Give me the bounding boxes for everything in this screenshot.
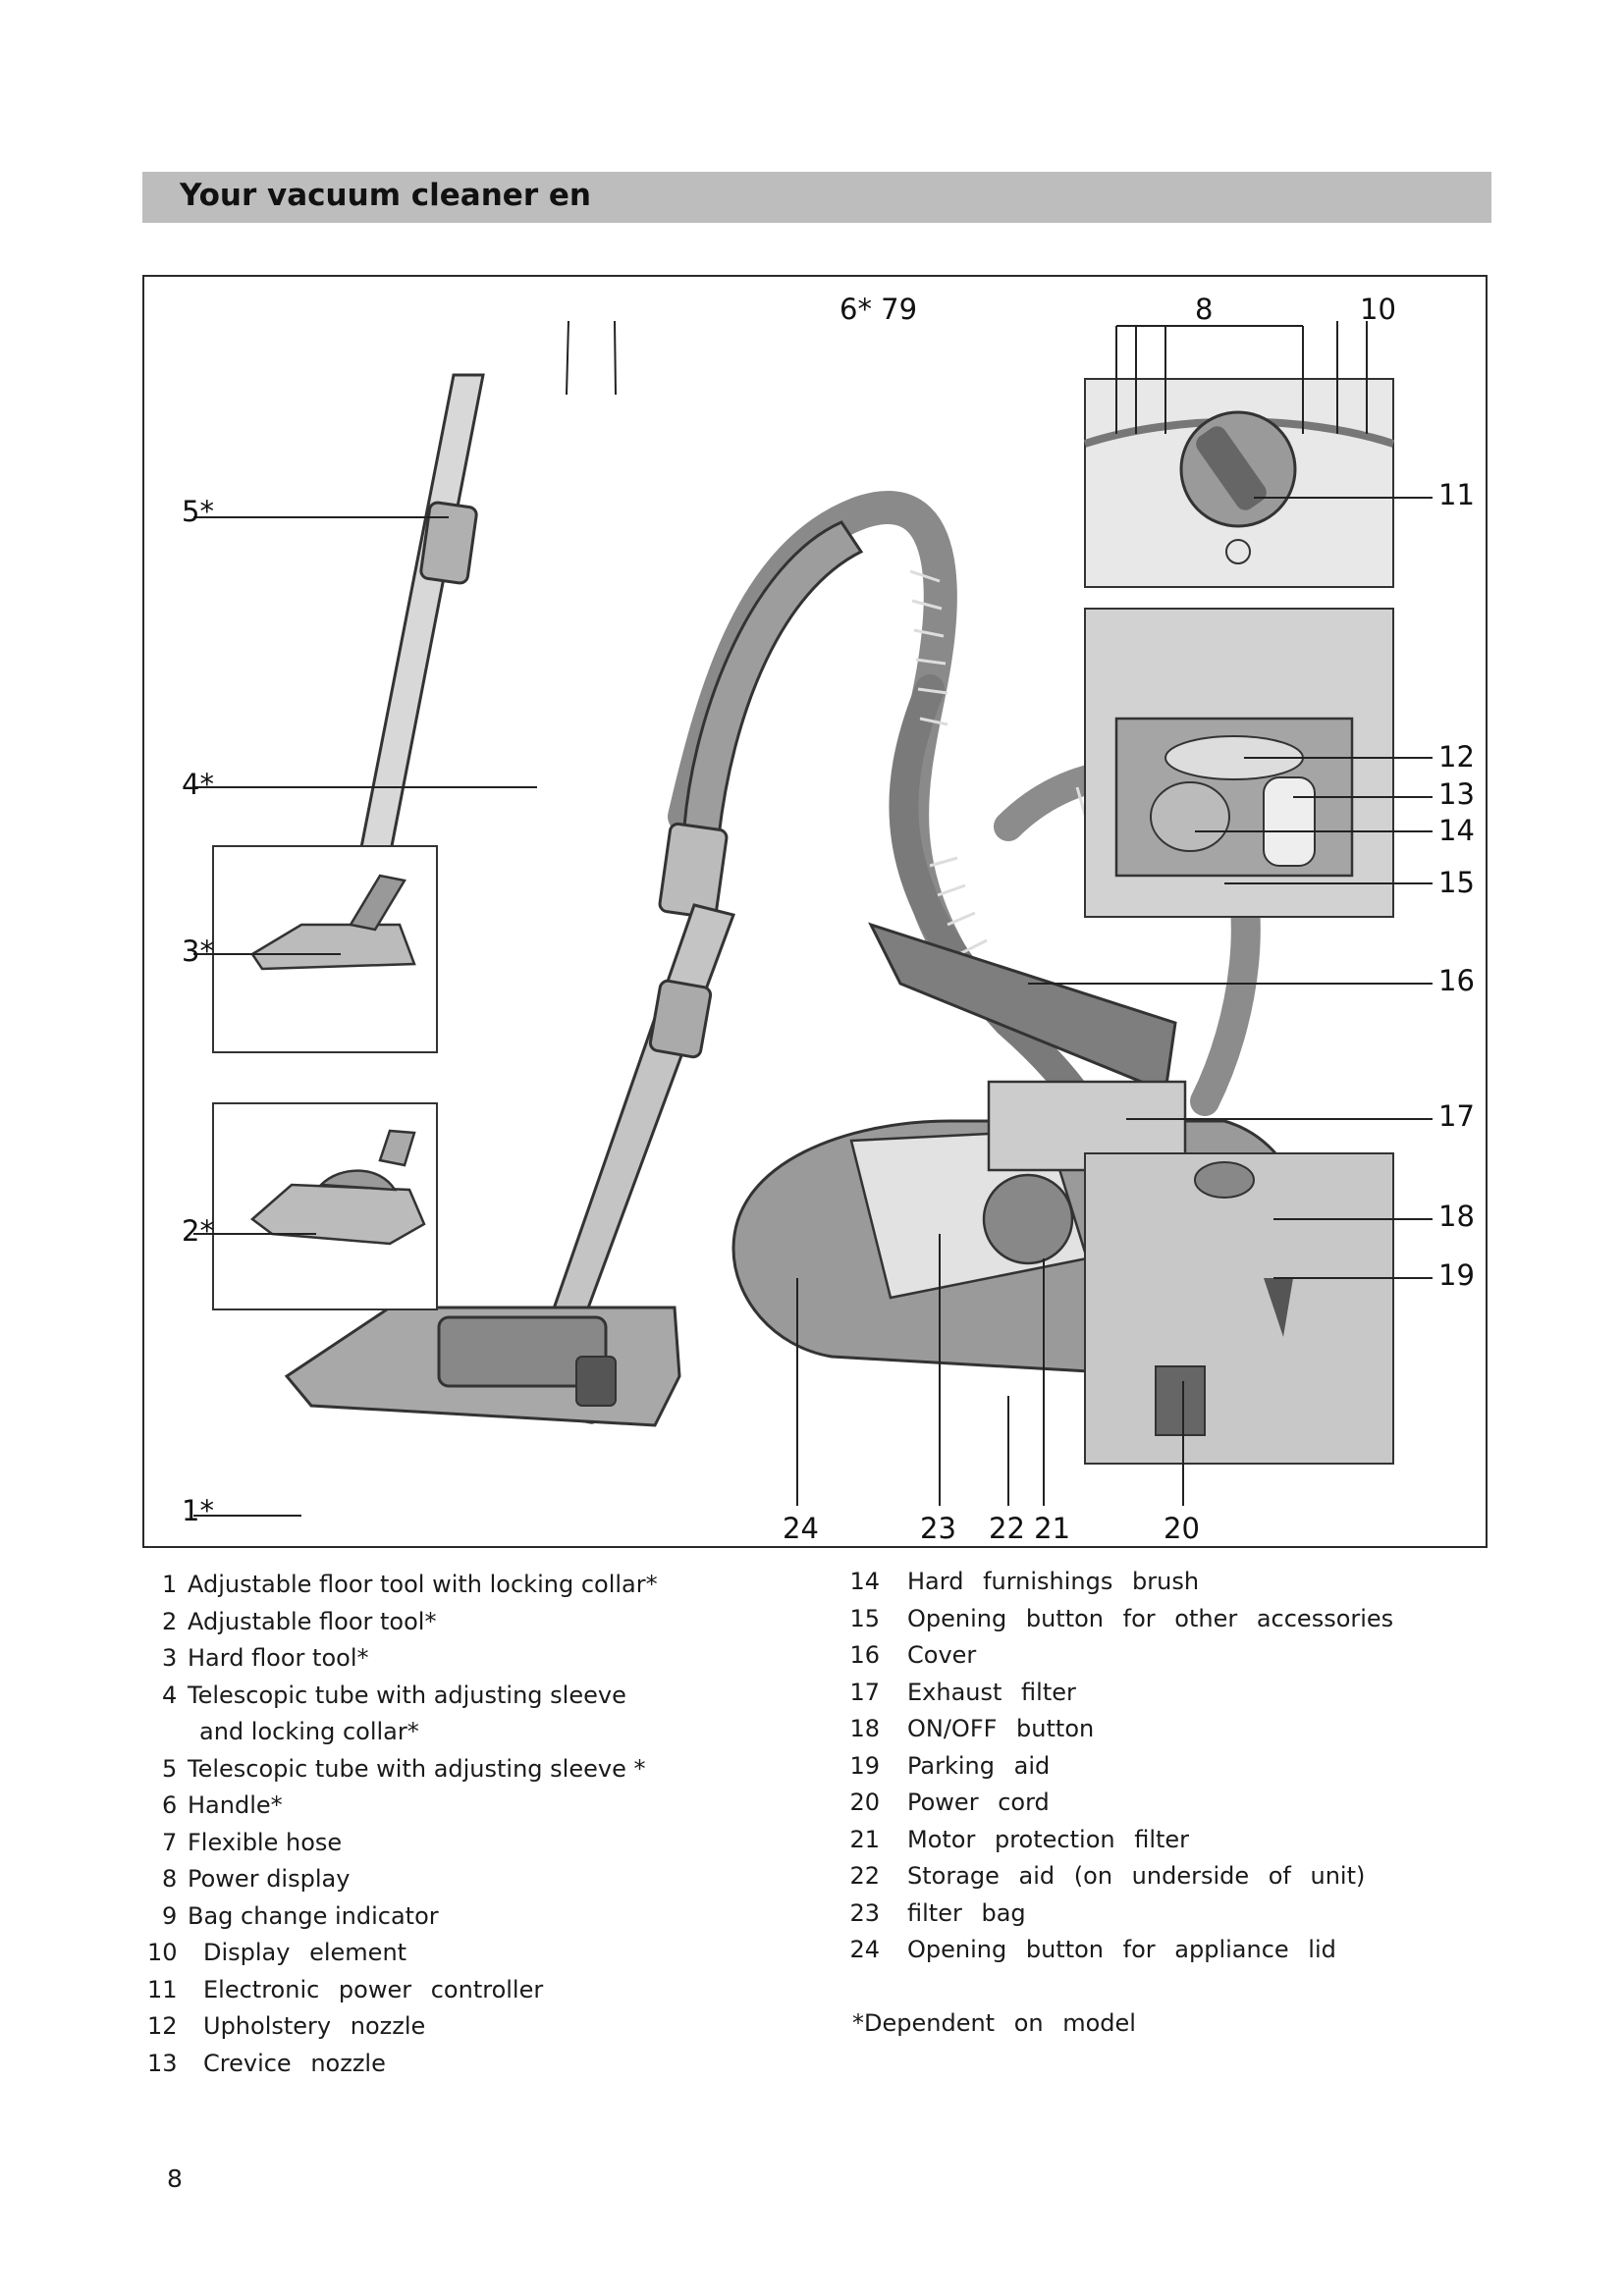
legend-item: [142, 1755, 830, 1789]
legend-number: 22: [849, 1862, 880, 1890]
section-title: Your vacuum cleaner en: [180, 178, 591, 213]
legend-number: 1: [162, 1571, 178, 1598]
legend-item: [142, 1608, 830, 1641]
legend-item: [142, 1902, 830, 1936]
legend-number: 24: [849, 1936, 880, 1963]
legend-number: 14: [849, 1568, 880, 1595]
legend-text: Exhaust filter: [907, 1678, 1076, 1706]
callout-4: 4*: [182, 768, 214, 801]
callout-2: 2*: [182, 1214, 214, 1248]
legend-item: [142, 1791, 830, 1825]
adjustable-floor-tool-inset: [213, 1103, 437, 1309]
vacuum-illustration: [144, 277, 1486, 1546]
accessory-compartment-inset: [1085, 609, 1393, 917]
callout-6-7-9: 6* 79: [839, 293, 918, 326]
legend-text: ON/OFF button: [907, 1715, 1095, 1742]
legend-number: 13: [147, 2049, 178, 2077]
display-inset: [1085, 379, 1393, 587]
legend-text: Adjustable floor tool with locking collar*: [188, 1571, 658, 1598]
callout-23: 23: [920, 1512, 956, 1545]
legend-item: [844, 1641, 1522, 1675]
legend-number: 2: [162, 1607, 178, 1635]
legend-number: 10: [147, 1939, 178, 1966]
legend-number: 23: [849, 1898, 880, 1927]
legend-item: [142, 1829, 830, 1862]
hard-floor-tool-inset: [213, 846, 437, 1052]
callout-22-21: 22 21: [989, 1512, 1071, 1545]
callout-12: 12: [1438, 740, 1475, 774]
legend-text: filter bag: [907, 1898, 1026, 1927]
callout-1: 1*: [182, 1494, 214, 1527]
legend-item: [142, 1682, 830, 1715]
legend-number: 16: [849, 1641, 880, 1669]
legend-number: 3: [162, 1644, 178, 1672]
legend-left-column: [142, 1571, 830, 2101]
callout-19: 19: [1438, 1258, 1475, 1292]
legend-item: [142, 2012, 830, 2046]
legend-item: [844, 1862, 1522, 1896]
legend-item: [844, 1568, 1522, 1601]
legend-text: Electronic power controller: [203, 1975, 544, 2003]
legend-text: Power display: [188, 1865, 351, 1893]
legend-text: Opening button for appliance lid: [907, 1936, 1336, 1963]
legend-text: Bag change indicator: [188, 1901, 439, 1930]
callout-3: 3*: [182, 934, 214, 968]
legend-text: Telescopic tube with adjusting sleeve: [188, 1681, 626, 1709]
legend-number: 7: [162, 1828, 178, 1856]
callout-18: 18: [1438, 1200, 1475, 1233]
legend-item: [844, 1752, 1522, 1786]
callout-15: 15: [1438, 866, 1475, 899]
legend-text: Crevice nozzle: [203, 2049, 386, 2077]
callout-11: 11: [1438, 478, 1475, 511]
legend-text: Flexible hose: [188, 1828, 343, 1856]
callout-13: 13: [1438, 777, 1475, 811]
legend-number: 4: [162, 1681, 178, 1709]
legend-item: [142, 1976, 830, 2009]
legend-number: 15: [849, 1604, 880, 1632]
legend-text: Cover: [907, 1641, 977, 1669]
legend-item: [142, 1718, 830, 1751]
legend-number: 20: [849, 1789, 880, 1816]
legend-item: [142, 1644, 830, 1678]
legend-item: [844, 1679, 1522, 1712]
legend-text: Hard furnishings brush: [907, 1568, 1200, 1595]
legend-item: [844, 1789, 1522, 1822]
legend-text: Storage aid (on underside of unit): [907, 1862, 1366, 1890]
callout-5: 5*: [182, 495, 214, 528]
legend-text: Display element: [203, 1939, 407, 1966]
vacuum-diagram-figure: [142, 275, 1488, 1548]
legend-number: 9: [162, 1901, 178, 1930]
footnote: *Dependent on model: [852, 2009, 1136, 2037]
callout-17: 17: [1438, 1099, 1475, 1133]
legend-item: [844, 1826, 1522, 1859]
callout-24: 24: [783, 1512, 819, 1545]
callout-10: 10: [1360, 293, 1396, 326]
legend-text: Motor protection filter: [907, 1825, 1190, 1853]
legend-item: [142, 1865, 830, 1898]
on-off-parking-inset: [1085, 1153, 1393, 1464]
legend-item: [844, 1936, 1522, 1969]
legend-text: Parking aid: [907, 1751, 1051, 1780]
legend-number: 11: [147, 1975, 178, 2003]
legend-number: 8: [162, 1865, 178, 1893]
legend-text: Adjustable floor tool*: [188, 1607, 437, 1635]
legend-item: [142, 1939, 830, 1972]
callout-16: 16: [1438, 964, 1475, 997]
legend-number: 12: [147, 2012, 178, 2040]
legend-number: 21: [849, 1825, 880, 1853]
legend-text: and locking collar*: [199, 1718, 419, 1745]
legend-text: Opening button for other accessories: [907, 1604, 1394, 1632]
legend-number: 6: [162, 1791, 178, 1819]
legend-number: 18: [849, 1715, 880, 1742]
legend-item: [142, 1571, 830, 1604]
legend-item: [844, 1899, 1522, 1933]
legend-text: Power cord: [907, 1789, 1050, 1816]
legend-text: Handle*: [188, 1791, 283, 1819]
section-header: [142, 172, 1491, 223]
callout-14: 14: [1438, 814, 1475, 847]
legend-item: [844, 1605, 1522, 1638]
legend-item: [142, 2050, 830, 2083]
callout-8: 8: [1195, 293, 1214, 326]
page-number: 8: [167, 2164, 183, 2193]
legend-number: 17: [849, 1678, 880, 1706]
legend-right-column: [844, 1568, 1522, 1980]
legend-number: 19: [849, 1751, 880, 1780]
legend-text: Upholstery nozzle: [203, 2012, 426, 2040]
callout-20: 20: [1164, 1512, 1200, 1545]
floor-tool-1-illustration: [287, 1308, 679, 1425]
legend-text: Hard floor tool*: [188, 1644, 369, 1672]
legend-number: 5: [162, 1754, 178, 1783]
legend-item: [844, 1715, 1522, 1748]
legend-text: Telescopic tube with adjusting sleeve *: [188, 1754, 646, 1783]
